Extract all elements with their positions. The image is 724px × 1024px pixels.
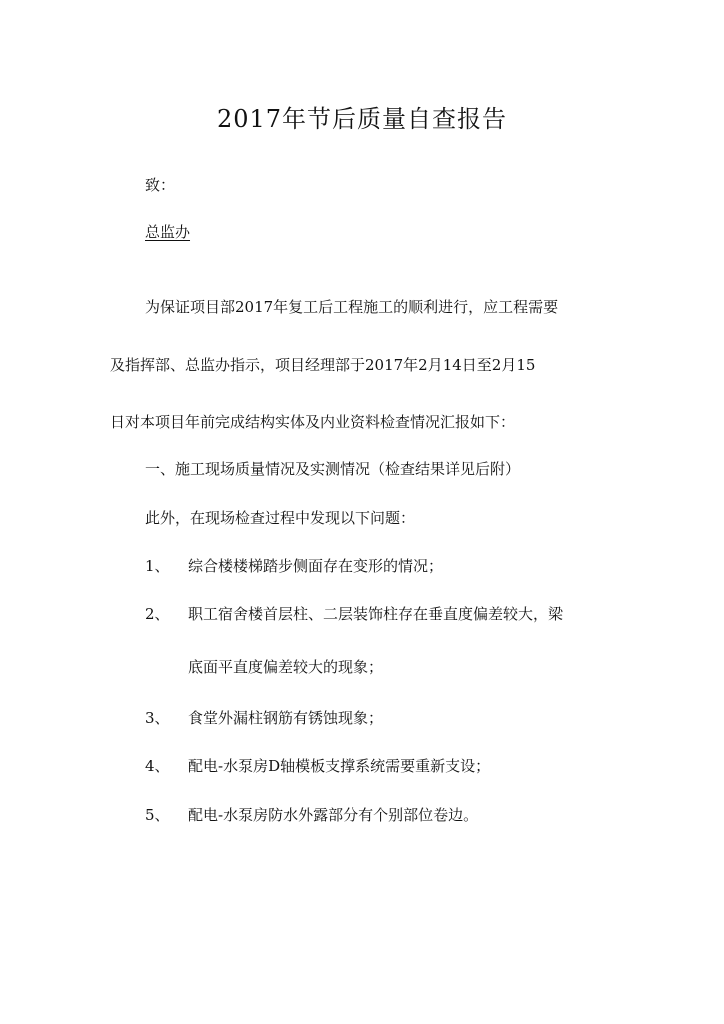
issue-text: 综合楼楼梯踏步侧面存在变形的情况； xyxy=(188,557,444,575)
issue-text-continued: 底面平直度偏差较大的现象； xyxy=(188,658,384,676)
issue-number: 3、 xyxy=(145,709,170,727)
issue-number: 1、 xyxy=(145,557,170,575)
issue-number: 5、 xyxy=(145,806,170,824)
paragraph-line-1: 为保证项目部2017年复工后工程施工的顺利进行，应工程需要 xyxy=(145,298,559,316)
issue-text: 职工宿舍楼首层柱、二层装饰柱存在垂直度偏差较大，梁 xyxy=(188,605,564,623)
document-title: 2017年节后质量自查报告 xyxy=(216,105,508,133)
issues-intro: 此外，在现场检查过程中发现以下问题： xyxy=(145,509,416,527)
issue-text: 食堂外漏柱钢筋有锈蚀现象； xyxy=(188,709,384,727)
section-heading: 一、施工现场质量情况及实测情况（检查结果详见后附） xyxy=(145,460,521,478)
salutation: 致： xyxy=(145,176,176,194)
paragraph-line-3: 日对本项目年前完成结构实体及内业资料检查情况汇报如下： xyxy=(110,413,516,431)
issue-text: 配电-水泵房D轴模板支撑系统需要重新支设； xyxy=(188,757,491,775)
issue-text: 配电-水泵房防水外露部分有个别部位卷边。 xyxy=(188,806,479,824)
issue-number: 4、 xyxy=(145,757,170,775)
recipient: 总监办 xyxy=(145,223,191,241)
paragraph-line-2: 及指挥部、总监办指示，项目经理部于2017年2月14日至2月15 xyxy=(110,356,536,374)
issue-number: 2、 xyxy=(145,605,170,623)
